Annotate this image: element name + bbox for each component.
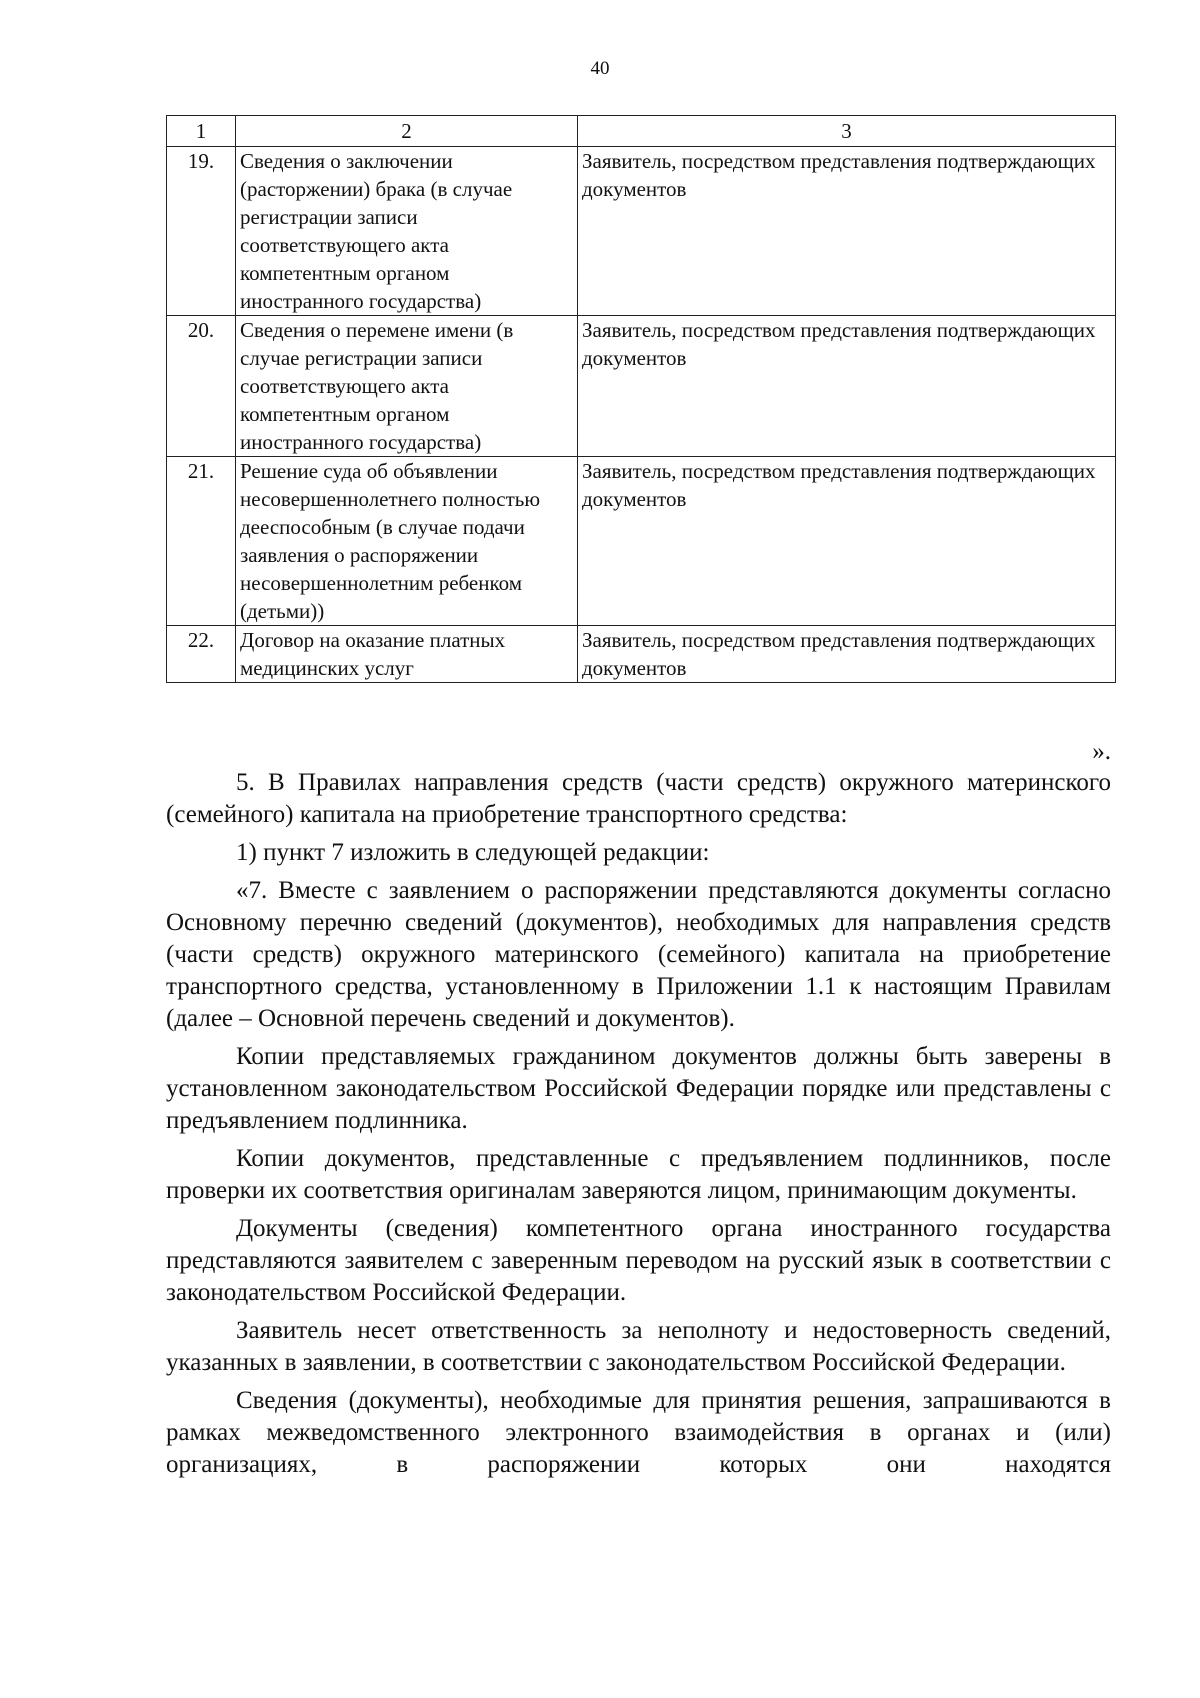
table-row [167,626,1116,683]
row-source: Заявитель, посредством представления подтверждающих документов [578,457,1116,626]
row-item: Решение суда об объявлении несовершеннолетнего полностью дееспособным (в случае подачи заявления о распоряжении несовершеннолетним ребенком (детьми)) [236,457,578,626]
row-item: Договор на оказание платных медицинских услуг [236,626,578,683]
row-number: 19. [167,147,236,316]
paragraph-clause-5: 5. В Правилах направления средств (части средств) окружного материнского (семейного) капитала на приобретение транспортного средства: [166,769,1111,828]
row-source: Заявитель, посредством представления подтверждающих документов [578,626,1116,683]
paragraph-copies-certification: Копии представляемых гражданином документов должны быть заверены в установленном законодательством Российской Федерации порядке или представлены с предъявлением подлинника. [166,1043,1111,1134]
page-number: 40 [590,58,610,79]
row-number: 21. [167,457,236,626]
table-row [167,316,1116,457]
paragraph-foreign-documents: Документы (сведения) компетентного органа иностранного государства представляются заявителем с заверенным переводом на русский язык в соответствии с законодательством Российской Федерации. [166,1215,1111,1306]
paragraph-subclause-1: 1) пункт 7 изложить в следующей редакции: [236,839,710,866]
paragraph-applicant-responsibility: Заявитель несет ответственность за неполноту и недостоверность сведений, указанных в заявлении, в соответствии с законодательством Российской Федерации. [166,1317,1111,1376]
paragraph-interagency-requests: Сведения (документы), необходимые для принятия решения, запрашиваются в рамках межведомственного электронного взаимодействия в органах и (или) организациях, в распоряжении которых они находятся [166,1387,1111,1478]
row-source: Заявитель, посредством представления подтверждающих документов [578,147,1116,316]
table-row [167,457,1116,626]
row-number: 22. [167,626,236,683]
closing-quote: ». [1092,738,1111,765]
table-row [167,147,1116,316]
column-header-3: 3 [578,116,1116,147]
table-header-row [167,116,1116,147]
row-source: Заявитель, посредством представления подтверждающих документов [578,316,1116,457]
row-item: Сведения о заключении (расторжении) брака (в случае регистрации записи соответствующего акта компетентным органом иностранного государства) [236,147,578,316]
paragraph-copies-verification: Копии документов, представленные с предъявлением подлинников, после проверки их соответствия оригиналам заверяются лицом, принимающим документы. [166,1145,1111,1204]
column-header-1: 1 [167,116,236,147]
row-item: Сведения о перемене имени (в случае регистрации записи соответствующего акта компетентным органом иностранного государства) [236,316,578,457]
document-body [166,767,1111,1481]
paragraph-point-7: «7. Вместе с заявлением о распоряжении представляются документы согласно Основному перечню сведений (документов), необходимых для направления средств (части средств) окружного материнского (семейного) капитала на приобретение транспортного средства, установленному в Приложении 1.1 к настоящим Правилам (далее – Основной перечень сведений и документов). [166,877,1111,1032]
column-header-2: 2 [236,116,578,147]
documents-table [166,115,1116,683]
row-number: 20. [167,316,236,457]
